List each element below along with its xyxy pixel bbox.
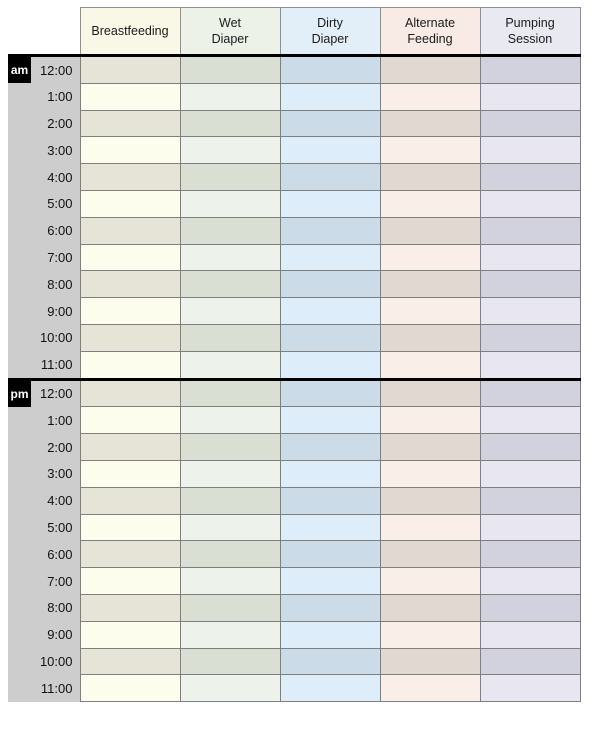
log-cell-dirty-diaper-10:00am — [280, 324, 380, 351]
log-cell-pumping-session-1:00am — [480, 83, 580, 110]
table-row — [8, 487, 580, 514]
log-cell-breastfeeding-11:00pm — [80, 675, 180, 702]
table-row — [8, 568, 580, 595]
log-cell-alternate-feeding-11:00am — [380, 351, 480, 379]
log-cell-wet-diaper-6:00pm — [180, 541, 280, 568]
log-cell-wet-diaper-10:00am — [180, 324, 280, 351]
log-cell-breastfeeding-8:00am — [80, 271, 180, 298]
time-label: 3:00 — [47, 142, 73, 158]
table-row — [8, 514, 580, 541]
log-cell-pumping-session-5:00pm — [480, 514, 580, 541]
log-cell-breastfeeding-4:00pm — [80, 487, 180, 514]
log-cell-wet-diaper-12:00pm — [180, 379, 280, 407]
log-cell-breastfeeding-1:00pm — [80, 407, 180, 434]
time-label: 1:00 — [47, 89, 73, 105]
time-label: 8:00 — [47, 600, 73, 616]
log-cell-dirty-diaper-1:00am — [280, 83, 380, 110]
table-row — [8, 379, 580, 407]
log-cell-breastfeeding-2:00pm — [80, 434, 180, 461]
log-cell-dirty-diaper-9:00am — [280, 298, 380, 325]
column-header-label: Feeding — [407, 32, 453, 46]
table-row — [8, 271, 580, 298]
log-cell-wet-diaper-7:00pm — [180, 568, 280, 595]
log-cell-wet-diaper-9:00pm — [180, 621, 280, 648]
log-cell-wet-diaper-11:00pm — [180, 675, 280, 702]
log-cell-pumping-session-3:00am — [480, 137, 580, 164]
log-cell-wet-diaper-8:00am — [180, 271, 280, 298]
log-cell-breastfeeding-12:00pm — [80, 379, 180, 407]
time-label: 7:00 — [47, 249, 73, 265]
column-header-label: Dirty — [317, 16, 343, 30]
time-label: 2:00 — [47, 115, 73, 131]
log-cell-breastfeeding-7:00pm — [80, 568, 180, 595]
time-cell — [8, 83, 80, 110]
log-cell-breastfeeding-3:00pm — [80, 460, 180, 487]
log-cell-alternate-feeding-5:00pm — [380, 514, 480, 541]
log-cell-dirty-diaper-12:00am — [280, 56, 380, 84]
column-header-breastfeeding — [80, 8, 180, 56]
am-badge: am — [8, 57, 31, 83]
time-label: 2:00 — [47, 439, 73, 455]
log-cell-alternate-feeding-7:00pm — [380, 568, 480, 595]
log-cell-alternate-feeding-3:00pm — [380, 460, 480, 487]
log-cell-pumping-session-9:00am — [480, 298, 580, 325]
log-cell-pumping-session-9:00pm — [480, 621, 580, 648]
log-cell-alternate-feeding-12:00am — [380, 56, 480, 84]
time-cell — [8, 298, 80, 325]
time-cell — [8, 568, 80, 595]
log-cell-dirty-diaper-6:00pm — [280, 541, 380, 568]
table-row — [8, 541, 580, 568]
log-cell-alternate-feeding-5:00am — [380, 190, 480, 217]
column-header-label: Diaper — [211, 32, 249, 46]
log-cell-wet-diaper-7:00am — [180, 244, 280, 271]
log-cell-wet-diaper-2:00pm — [180, 434, 280, 461]
log-cell-pumping-session-7:00pm — [480, 568, 580, 595]
log-cell-wet-diaper-3:00am — [180, 137, 280, 164]
column-header-label: Breastfeeding — [91, 24, 169, 38]
log-cell-wet-diaper-5:00am — [180, 190, 280, 217]
time-label: 4:00 — [47, 493, 73, 509]
log-cell-alternate-feeding-8:00pm — [380, 594, 480, 621]
time-cell — [8, 460, 80, 487]
log-cell-pumping-session-2:00am — [480, 110, 580, 137]
time-label: 10:00 — [39, 330, 73, 346]
log-cell-dirty-diaper-4:00am — [280, 164, 380, 191]
log-cell-wet-diaper-1:00am — [180, 83, 280, 110]
time-cell — [8, 351, 80, 379]
time-cell — [8, 434, 80, 461]
log-cell-breastfeeding-9:00pm — [80, 621, 180, 648]
log-cell-dirty-diaper-7:00pm — [280, 568, 380, 595]
time-label: 7:00 — [47, 573, 73, 589]
log-cell-alternate-feeding-4:00pm — [380, 487, 480, 514]
time-label: 4:00 — [47, 169, 73, 185]
time-label: 9:00 — [47, 303, 73, 319]
time-cell — [8, 407, 80, 434]
column-header-pumping-session — [480, 8, 580, 56]
log-cell-alternate-feeding-9:00am — [380, 298, 480, 325]
time-cell — [8, 648, 80, 675]
time-cell — [8, 541, 80, 568]
time-label: 9:00 — [47, 627, 73, 643]
log-cell-dirty-diaper-8:00pm — [280, 594, 380, 621]
time-cell — [8, 137, 80, 164]
log-cell-wet-diaper-4:00am — [180, 164, 280, 191]
log-cell-pumping-session-8:00am — [480, 271, 580, 298]
log-cell-breastfeeding-12:00am — [80, 56, 180, 84]
table-row — [8, 351, 580, 379]
time-label: 6:00 — [47, 546, 73, 562]
log-cell-alternate-feeding-11:00pm — [380, 675, 480, 702]
log-cell-wet-diaper-10:00pm — [180, 648, 280, 675]
log-cell-alternate-feeding-6:00pm — [380, 541, 480, 568]
table-row — [8, 110, 580, 137]
log-cell-breastfeeding-9:00am — [80, 298, 180, 325]
log-cell-pumping-session-2:00pm — [480, 434, 580, 461]
log-cell-breastfeeding-6:00am — [80, 217, 180, 244]
time-label: 5:00 — [47, 196, 73, 212]
time-cell — [8, 190, 80, 217]
table-row — [8, 648, 580, 675]
log-cell-alternate-feeding-2:00am — [380, 110, 480, 137]
time-cell — [8, 621, 80, 648]
log-cell-alternate-feeding-9:00pm — [380, 621, 480, 648]
time-cell — [8, 594, 80, 621]
time-cell — [8, 675, 80, 702]
log-cell-breastfeeding-1:00am — [80, 83, 180, 110]
log-cell-alternate-feeding-6:00am — [380, 217, 480, 244]
pm-badge: pm — [8, 381, 31, 407]
baby-log-table — [8, 7, 581, 702]
table-row — [8, 83, 580, 110]
log-cell-breastfeeding-2:00am — [80, 110, 180, 137]
log-cell-dirty-diaper-6:00am — [280, 217, 380, 244]
time-label: 3:00 — [47, 466, 73, 482]
log-cell-pumping-session-11:00pm — [480, 675, 580, 702]
log-cell-pumping-session-4:00pm — [480, 487, 580, 514]
log-cell-alternate-feeding-4:00am — [380, 164, 480, 191]
log-cell-pumping-session-6:00pm — [480, 541, 580, 568]
table-row — [8, 137, 580, 164]
column-header-label: Diaper — [311, 32, 349, 46]
log-cell-pumping-session-10:00am — [480, 324, 580, 351]
log-cell-pumping-session-8:00pm — [480, 594, 580, 621]
log-cell-wet-diaper-4:00pm — [180, 487, 280, 514]
log-cell-wet-diaper-2:00am — [180, 110, 280, 137]
column-header-label: Session — [507, 32, 553, 46]
log-cell-pumping-session-12:00pm — [480, 379, 580, 407]
log-cell-dirty-diaper-4:00pm — [280, 487, 380, 514]
log-cell-alternate-feeding-2:00pm — [380, 434, 480, 461]
time-label: 11:00 — [40, 356, 73, 372]
column-header-label: Wet — [219, 16, 241, 30]
log-cell-wet-diaper-8:00pm — [180, 594, 280, 621]
log-cell-breastfeeding-10:00am — [80, 324, 180, 351]
log-cell-pumping-session-11:00am — [480, 351, 580, 379]
log-cell-dirty-diaper-11:00pm — [280, 675, 380, 702]
table-row — [8, 594, 580, 621]
log-cell-alternate-feeding-10:00am — [380, 324, 480, 351]
log-cell-dirty-diaper-9:00pm — [280, 621, 380, 648]
log-cell-breastfeeding-3:00am — [80, 137, 180, 164]
corner-cell — [8, 8, 80, 56]
log-cell-wet-diaper-5:00pm — [180, 514, 280, 541]
time-label: 10:00 — [39, 653, 73, 669]
table-row — [8, 407, 580, 434]
time-label: 1:00 — [47, 412, 73, 428]
time-cell — [8, 217, 80, 244]
log-cell-wet-diaper-1:00pm — [180, 407, 280, 434]
column-header-label: Pumping — [505, 16, 555, 30]
log-cell-pumping-session-12:00am — [480, 56, 580, 84]
log-cell-breastfeeding-4:00am — [80, 164, 180, 191]
log-cell-dirty-diaper-8:00am — [280, 271, 380, 298]
table-row — [8, 190, 580, 217]
time-cell — [8, 56, 80, 84]
log-cell-wet-diaper-11:00am — [180, 351, 280, 379]
log-cell-pumping-session-10:00pm — [480, 648, 580, 675]
log-cell-wet-diaper-12:00am — [180, 56, 280, 84]
log-cell-wet-diaper-9:00am — [180, 298, 280, 325]
log-cell-pumping-session-7:00am — [480, 244, 580, 271]
table-row — [8, 56, 580, 84]
time-cell — [8, 487, 80, 514]
header-row — [8, 8, 580, 56]
table-row — [8, 621, 580, 648]
log-cell-dirty-diaper-3:00am — [280, 137, 380, 164]
log-cell-dirty-diaper-5:00pm — [280, 514, 380, 541]
log-cell-dirty-diaper-10:00pm — [280, 648, 380, 675]
log-cell-breastfeeding-11:00am — [80, 351, 180, 379]
log-cell-pumping-session-5:00am — [480, 190, 580, 217]
log-cell-dirty-diaper-3:00pm — [280, 460, 380, 487]
log-cell-breastfeeding-5:00am — [80, 190, 180, 217]
table-row — [8, 298, 580, 325]
log-cell-breastfeeding-5:00pm — [80, 514, 180, 541]
log-cell-pumping-session-4:00am — [480, 164, 580, 191]
log-cell-dirty-diaper-2:00pm — [280, 434, 380, 461]
table-row — [8, 164, 580, 191]
column-header-wet-diaper — [180, 8, 280, 56]
time-cell — [8, 271, 80, 298]
log-cell-alternate-feeding-7:00am — [380, 244, 480, 271]
table-row — [8, 460, 580, 487]
time-label: 12:00 — [39, 386, 73, 402]
time-cell — [8, 110, 80, 137]
table-header — [8, 8, 580, 56]
log-cell-breastfeeding-6:00pm — [80, 541, 180, 568]
log-cell-breastfeeding-8:00pm — [80, 594, 180, 621]
table-row — [8, 244, 580, 271]
log-cell-alternate-feeding-12:00pm — [380, 379, 480, 407]
log-cell-alternate-feeding-1:00am — [380, 83, 480, 110]
table-row — [8, 675, 580, 702]
column-header-label: Alternate — [404, 16, 456, 30]
log-cell-dirty-diaper-2:00am — [280, 110, 380, 137]
time-cell — [8, 379, 80, 407]
log-cell-dirty-diaper-1:00pm — [280, 407, 380, 434]
time-label: 6:00 — [47, 223, 73, 239]
log-cell-alternate-feeding-8:00am — [380, 271, 480, 298]
time-cell — [8, 164, 80, 191]
log-cell-breastfeeding-7:00am — [80, 244, 180, 271]
column-header-dirty-diaper — [280, 8, 380, 56]
table-body — [8, 56, 580, 702]
log-cell-dirty-diaper-11:00am — [280, 351, 380, 379]
log-cell-pumping-session-6:00am — [480, 217, 580, 244]
log-cell-alternate-feeding-3:00am — [380, 137, 480, 164]
time-label: 8:00 — [47, 276, 73, 292]
log-cell-dirty-diaper-12:00pm — [280, 379, 380, 407]
log-cell-pumping-session-1:00pm — [480, 407, 580, 434]
table-row — [8, 434, 580, 461]
time-cell — [8, 244, 80, 271]
log-cell-alternate-feeding-1:00pm — [380, 407, 480, 434]
table-row — [8, 217, 580, 244]
log-cell-wet-diaper-6:00am — [180, 217, 280, 244]
time-label: 12:00 — [39, 62, 73, 78]
column-header-alternate-feeding — [380, 8, 480, 56]
time-label: 5:00 — [47, 519, 73, 535]
time-cell — [8, 514, 80, 541]
log-cell-dirty-diaper-7:00am — [280, 244, 380, 271]
log-cell-wet-diaper-3:00pm — [180, 460, 280, 487]
log-cell-dirty-diaper-5:00am — [280, 190, 380, 217]
time-label: 11:00 — [40, 680, 73, 696]
table-row — [8, 324, 580, 351]
time-cell — [8, 324, 80, 351]
log-cell-pumping-session-3:00pm — [480, 460, 580, 487]
log-cell-alternate-feeding-10:00pm — [380, 648, 480, 675]
log-cell-breastfeeding-10:00pm — [80, 648, 180, 675]
